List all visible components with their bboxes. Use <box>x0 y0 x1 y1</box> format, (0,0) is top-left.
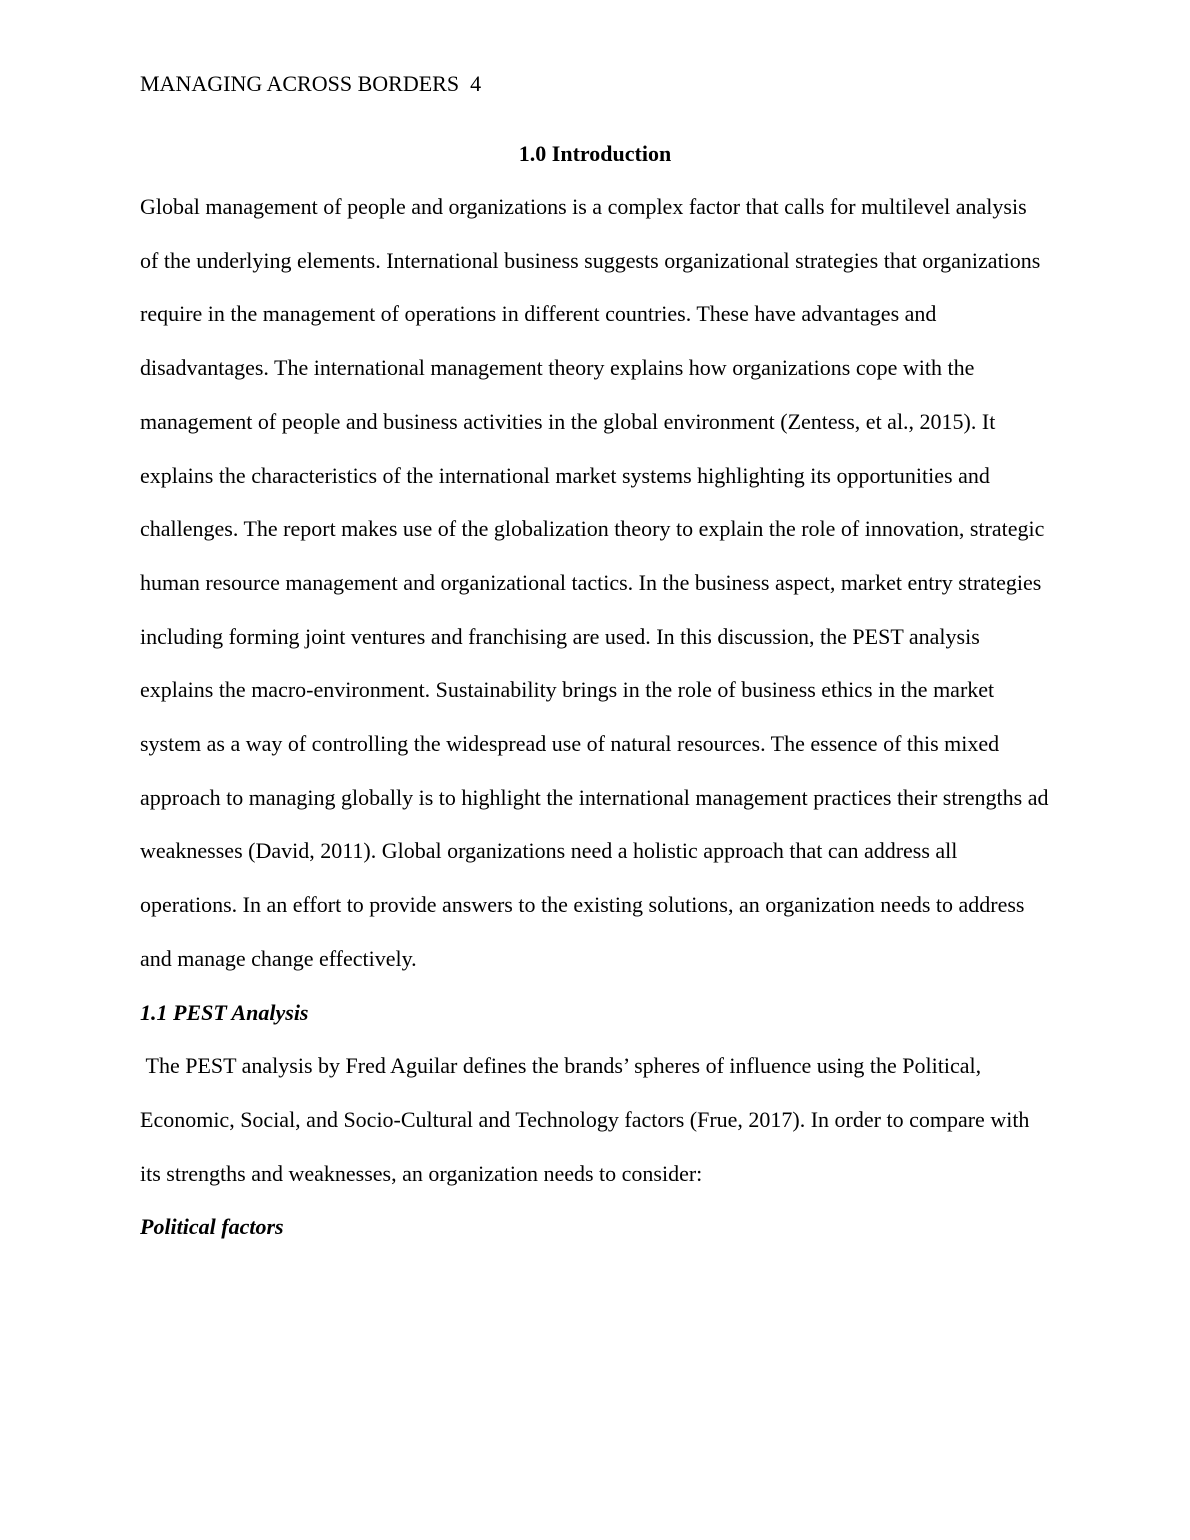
introduction-paragraph: Global management of people and organizations is a complex factor that calls for multilevel analysis of the underlying elements. International business suggests organizational strategies that organizations require in the management of operations in different countries. These have advantages and disadvantages. The international management theory explains how organizations cope with the management of people and business activities in the global environment (Zentess, et al., 2015). It explains the characteristics of the international market systems highlighting its opportunities and challenges. The report makes use of the globalization theory to explain the role of innovation, strategic human resource management and organizational tactics. In the business aspect, market entry strategies including forming joint ventures and franchising are used. In this discussion, the PEST analysis explains the macro-environment. Sustainability brings in the role of business ethics in the market system as a way of controlling the widespread use of natural resources. The essence of this mixed approach to managing globally is to highlight the international management practices their strengths ad weaknesses (David, 2011). Global organizations need a holistic approach that can address all operations. In an effort to provide answers to the existing solutions, an organization needs to address and manage change effectively. <box>140 194 1049 971</box>
document-body <box>140 140 1050 1254</box>
subsection-heading-political-factors: Political factors <box>140 1214 284 1240</box>
pest-analysis-paragraph: The PEST analysis by Fred Aguilar defines the brands’ spheres of influence using the Political, Economic, Social, and Socio-Cultural and Technology factors (Frue, 2017). In order to compare with its strengths and weaknesses, an organization needs to consider: <box>140 1053 1035 1186</box>
section-heading-pest-analysis: 1.1 PEST Analysis <box>140 999 309 1025</box>
section-heading-introduction: 1.0 Introduction <box>518 141 672 166</box>
running-head <box>140 70 481 98</box>
running-head-title: MANAGING ACROSS BORDERS <box>140 71 460 96</box>
page-number: 4 <box>470 71 482 96</box>
